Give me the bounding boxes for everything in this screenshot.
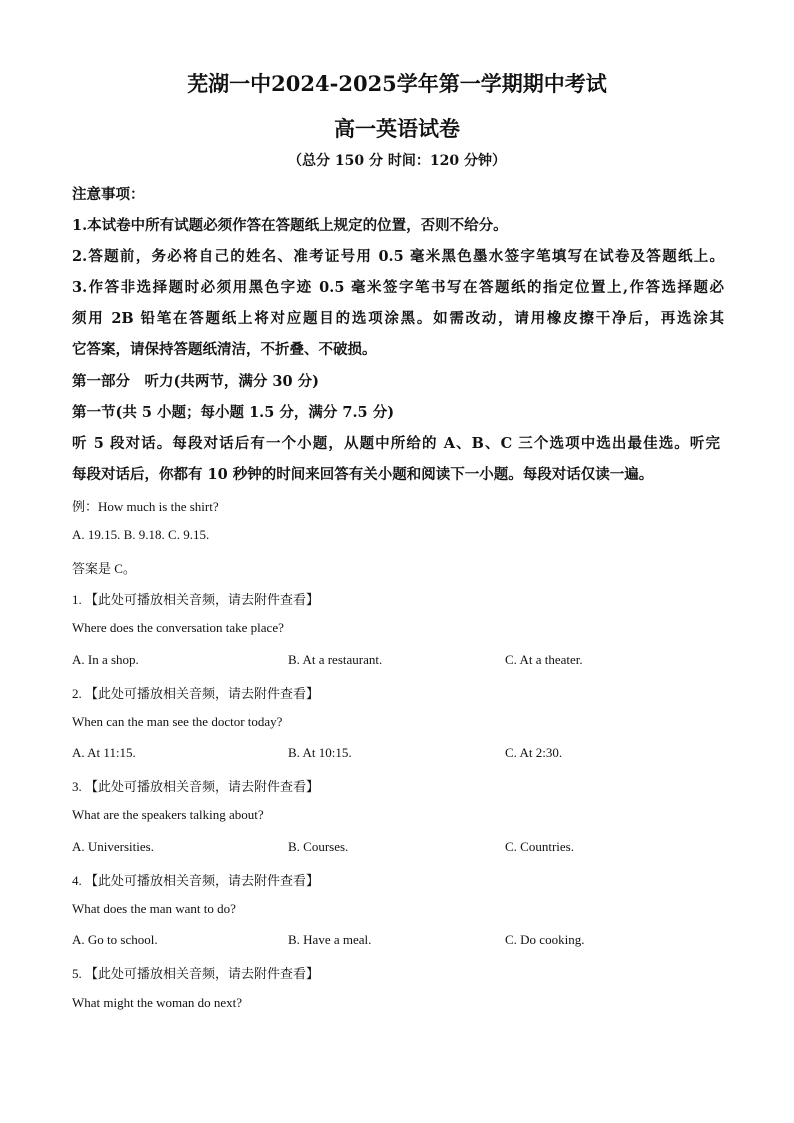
question-1-text: Where does the conversation take place? <box>72 620 284 635</box>
question-2-text: When can the man see the doctor today? <box>72 714 283 729</box>
notice-item-3-line-2: 须用 2B 铅笔在答题纸上将对应题目的选项涂黑。如需改动，请用橡皮擦干净后，再选涂其 <box>72 310 724 327</box>
question-3-option-b: B. Courses. <box>288 839 349 854</box>
question-5-header <box>72 963 319 982</box>
instruction-line-1: 听 5 段对话。每段对话后有一个小题，从题中所给的 A、B、C 三个选项中选出最佳选。听完 <box>72 435 720 452</box>
question-4-option-b: B. Have a meal. <box>288 932 372 947</box>
notice-item-3-line-1: 3.作答非选择题时必须用黑色字迹 0.5 毫米签字笔书写在答题纸的指定位置上,作答选择题必 <box>72 279 724 296</box>
question-2-header <box>72 683 319 702</box>
notice-item-2: 2.答题前，务必将自己的姓名、准考证号用 0.5 毫米黑色墨水签字笔填写在试卷及答题纸上。 <box>72 248 724 265</box>
question-3-option-c: C. Countries. <box>505 839 574 854</box>
section1-heading: 第一节(共 5 小题；每小题 1.5 分，满分 7.5 分) <box>72 404 395 421</box>
question-1-option-b: B. At a restaurant. <box>288 652 383 667</box>
question-1-option-c: C. At a theater. <box>505 652 583 667</box>
audio-placeholder[interactable]: 【此处可播放相关音频，请去附件查看】 <box>85 874 320 889</box>
exam-title: 芜湖一中2024-2025学年第一学期期中考试 <box>187 71 607 96</box>
question-4-header <box>72 870 319 889</box>
example-question: 例：How much is the shirt? <box>72 499 219 514</box>
question-3-header <box>72 776 319 795</box>
part1-heading: 第一部分 听力(共两节，满分 30 分) <box>72 373 319 390</box>
question-number: 2. <box>72 686 82 701</box>
exam-meta: （总分 150 分 时间：120 分钟） <box>288 153 506 169</box>
notice-item-1: 1.本试卷中所有试题必须作答在答题纸上规定的位置，否则不给分。 <box>72 217 508 234</box>
question-2-option-a: A. At 11:15. <box>72 745 136 760</box>
question-2-option-b: B. At 10:15. <box>288 745 352 760</box>
audio-placeholder[interactable]: 【此处可播放相关音频，请去附件查看】 <box>85 780 320 795</box>
question-5-text: What might the woman do next? <box>72 995 243 1010</box>
question-3-text: What are the speakers talking about? <box>72 807 264 822</box>
notice-item-3-line-3: 它答案，请保持答题纸清洁，不折叠、不破损。 <box>72 341 377 358</box>
question-number: 4. <box>72 873 82 888</box>
audio-placeholder[interactable]: 【此处可播放相关音频，请去附件查看】 <box>85 967 320 982</box>
question-4-text: What does the man want to do? <box>72 901 236 916</box>
example-options: A. 19.15. B. 9.18. C. 9.15. <box>72 527 210 542</box>
question-4-option-c: C. Do cooking. <box>505 932 585 947</box>
question-2-option-c: C. At 2:30. <box>505 745 563 760</box>
question-1-header <box>72 589 319 608</box>
question-number: 1. <box>72 592 82 607</box>
audio-placeholder[interactable]: 【此处可播放相关音频，请去附件查看】 <box>85 593 320 608</box>
question-number: 3. <box>72 779 82 794</box>
question-1-option-a: A. In a shop. <box>72 652 139 667</box>
question-4-option-a: A. Go to school. <box>72 932 158 947</box>
audio-placeholder[interactable]: 【此处可播放相关音频，请去附件查看】 <box>85 687 320 702</box>
question-number: 5. <box>72 966 82 981</box>
exam-subtitle: 高一英语试卷 <box>334 116 460 141</box>
notice-heading: 注意事项： <box>72 186 145 203</box>
question-3-option-a: A. Universities. <box>72 839 154 854</box>
example-answer: 答案是 C。 <box>72 561 136 576</box>
instruction-line-2: 每段对话后，你都有 10 秒钟的时间来回答有关小题和阅读下一小题。每段对话仅读一遍。 <box>72 466 654 483</box>
